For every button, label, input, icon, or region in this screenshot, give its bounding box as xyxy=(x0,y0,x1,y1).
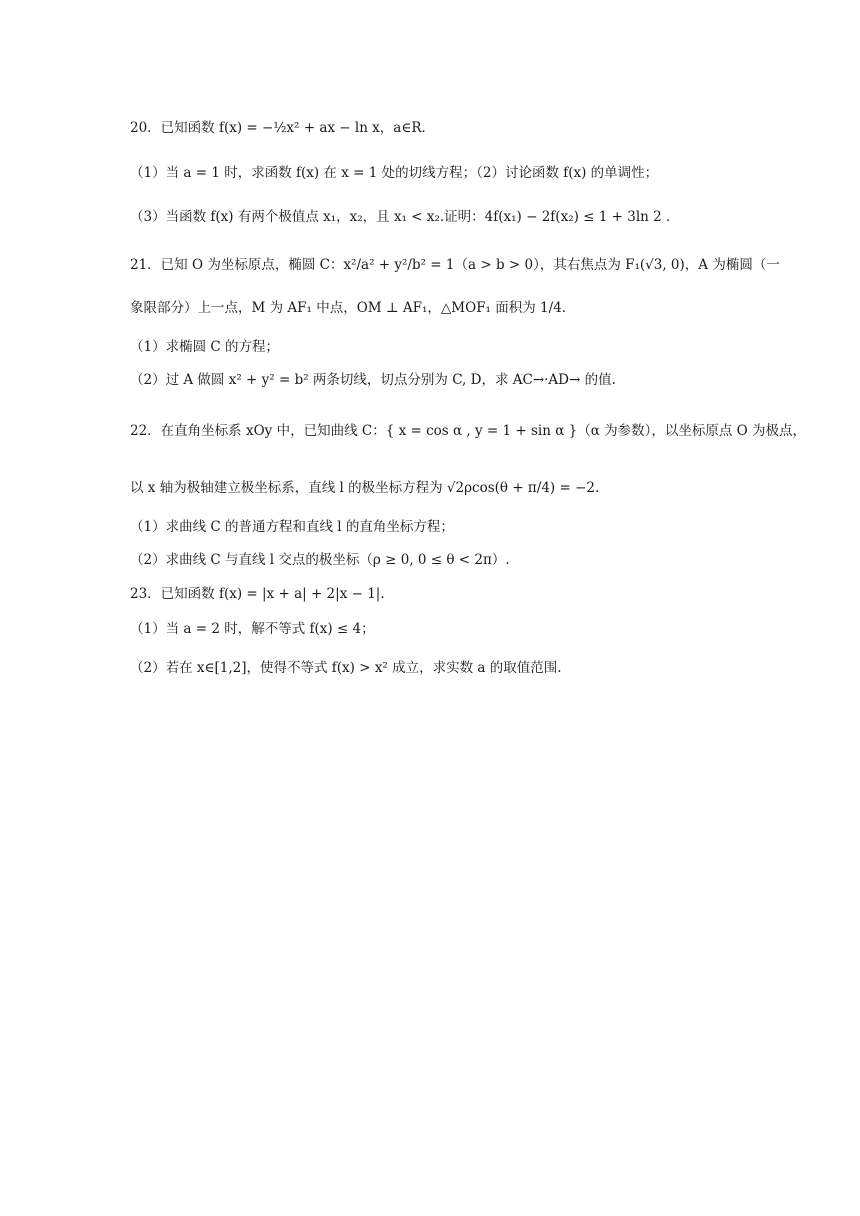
q20-stem: 20．已知函数 f(x) = −½x² + ax − ln x，a∈R． xyxy=(130,120,436,136)
q23-stem: 23．已知函数 f(x) = |x + a| + 2|x − 1|. xyxy=(130,586,385,602)
q21-stem-b: 象限部分）上一点，M 为 AF₁ 中点，OM ⊥ AF₁，△MOF₁ 面积为 1/4． xyxy=(130,300,576,316)
q23-part1: （1）当 a = 2 时，解不等式 f(x) ≤ 4； xyxy=(130,621,375,637)
q22-stem-b: 以 x 轴为极轴建立极坐标系，直线 l 的极坐标方程为 √2ρcos(θ + π/4) = −2. xyxy=(130,480,600,496)
q22-part2: （2）求曲线 C 与直线 l 交点的极坐标（ρ ≥ 0, 0 ≤ θ < 2π）. xyxy=(130,552,510,568)
q23-part2: （2）若在 x∈[1,2]，使得不等式 f(x) > x² 成立，求实数 a 的取值范围. xyxy=(130,660,562,676)
q20-part1-2: （1）当 a = 1 时，求函数 f(x) 在 x = 1 处的切线方程；（2）讨论函数 f(x) 的单调性； xyxy=(130,165,659,181)
q21-part2: （2）过 A 做圆 x² + y² = b² 两条切线，切点分别为 C, D，求 AC→·AD→ 的值. xyxy=(130,372,616,388)
q21-part1: （1）求椭圆 C 的方程； xyxy=(130,339,280,355)
q20-part3: （3）当函数 f(x) 有两个极值点 x₁，x₂，且 x₁ < x₂.证明：4f(x₁) − 2f(x₂) ≤ 1 + 3ln 2 ． xyxy=(130,209,680,225)
q22-stem-a: 22．在直角坐标系 xOy 中，已知曲线 C：{ x = cos α , y = 1 + sin α }（α 为参数），以坐标原点 O 为极点， xyxy=(130,423,807,439)
q22-part1: （1）求曲线 C 的普通方程和直线 l 的直角坐标方程； xyxy=(130,519,454,535)
q21-stem-a: 21．已知 O 为坐标原点，椭圆 C：x²/a² + y²/b² = 1（a > b > 0），其右焦点为 F₁(√3, 0)，A 为椭圆（一 xyxy=(130,257,780,273)
